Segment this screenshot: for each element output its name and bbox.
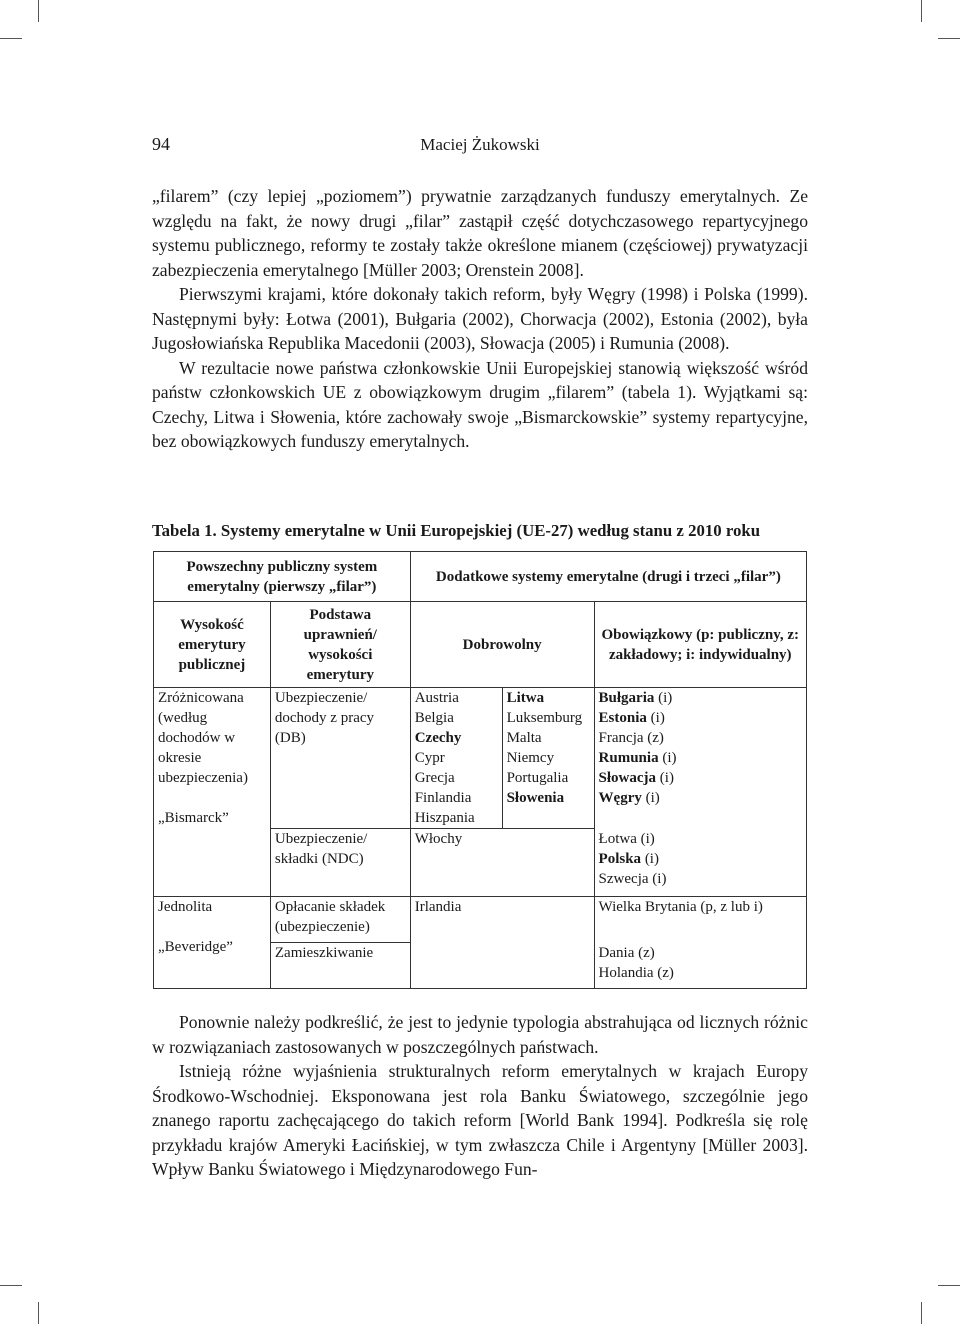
beveridge-level: Jednolita bbox=[158, 899, 213, 915]
paragraph: „filarem” (czy lepiej „poziomem”) prywatnie zarządzanych funduszy emerytalnych. Ze względu na fakt, że nowy drugi „filar” zastąpił część dotychczasowego repartycyjnego systemu publicznego, reformy te zostały także określone mianem (częściowej) prywatyzacji zabezpieczenia emerytalnego [Müller 2003; Orenstein 2008]. bbox=[152, 186, 808, 280]
db-basis: Ubezpieczenie/ dochody z pracy (DB) bbox=[270, 688, 410, 829]
beveridge-name: „Beveridge” bbox=[158, 939, 233, 955]
body-text-top bbox=[152, 184, 808, 454]
country: Litwa bbox=[506, 690, 545, 706]
group-first-pillar: Powszechny publiczny system emerytalny (pierwszy „filar”) bbox=[154, 552, 411, 602]
paragraph: W rezultacie nowe państwa członkowskie Unii Europejskiej stanowią większość wśród państw członkowskich UE z obowiązkowym drugim „filarem” (tabela 1). Wyjątkami są: Czechy, Litwa i Słowenia, które zachowały swoje „Bismarckowskie” systemy repartycyjne, bez obowiązkowych funduszy emerytalnych. bbox=[152, 357, 808, 451]
country: Estonia (i) bbox=[598, 710, 665, 726]
bismarck-level: Zróżnicowana (według dochodów w okresie ubezpieczenia) bbox=[158, 690, 248, 786]
country: Malta bbox=[506, 730, 542, 746]
country: Niemcy bbox=[506, 750, 555, 766]
bismarck-name: „Bismarck” bbox=[158, 810, 229, 826]
paragraph: Pierwszymi krajami, które dokonały takich reform, były Węgry (1998) i Polska (1999). Następnymi były: Łotwa (2001), Bułgaria (2002), Chorwacja (2002), Estonia (2002), była Jugosłowiańska Republika Macedonii (2003), Słowacja (2005) i Rumunia (2008). bbox=[152, 284, 808, 353]
country: Węgry (i) bbox=[598, 790, 660, 806]
crop-mark bbox=[921, 1302, 922, 1324]
crop-mark bbox=[38, 0, 39, 22]
country: Szwecja (i) bbox=[598, 870, 667, 887]
country: Dania (z) bbox=[598, 944, 655, 961]
resid-basis: Zamieszkiwanie bbox=[270, 943, 410, 989]
db-voluntary-b bbox=[502, 688, 594, 829]
crop-mark bbox=[38, 1302, 39, 1324]
crop-mark bbox=[0, 38, 22, 39]
country: Czechy bbox=[414, 730, 462, 746]
ndc-voluntary: Włochy bbox=[410, 829, 594, 897]
db-mandatory bbox=[594, 688, 806, 829]
page-number: 94 bbox=[152, 134, 170, 154]
paragraph: Ponownie należy podkreślić, że jest to jedynie typologia abstrahująca od licznych różnic w rozwiązaniach zastosowanych w poszczególnych państwach. bbox=[152, 1012, 808, 1057]
ndc-basis: Ubezpieczenie/ składki (NDC) bbox=[270, 829, 410, 897]
crop-mark bbox=[938, 38, 960, 39]
resid-mandatory bbox=[594, 943, 806, 989]
crop-mark bbox=[921, 0, 922, 22]
country: Luksemburg bbox=[506, 710, 583, 726]
country: Portugalia bbox=[506, 770, 569, 786]
group-additional-pillars: Dodatkowe systemy emerytalne (drugi i trzeci „filar”) bbox=[410, 552, 806, 602]
country: Łotwa (i) bbox=[598, 830, 655, 847]
resid-voluntary bbox=[410, 943, 594, 989]
ndc-mandatory bbox=[594, 829, 806, 897]
col-header-basis: Podstawa uprawnień/ wysokości emerytury bbox=[270, 602, 410, 688]
col-header-level: Wysokość emerytury publicznej bbox=[154, 602, 271, 688]
crop-mark bbox=[938, 1285, 960, 1286]
contrib-voluntary: Irlandia bbox=[410, 897, 594, 943]
body-text-bottom bbox=[152, 1010, 808, 1182]
db-voluntary-a bbox=[410, 688, 502, 829]
country: Grecja bbox=[414, 770, 455, 786]
country: Polska (i) bbox=[598, 850, 659, 867]
contrib-mandatory: Wielka Brytania (p, z lub i) bbox=[594, 897, 806, 943]
country: Austria bbox=[414, 690, 459, 706]
country: Słowenia bbox=[506, 790, 565, 806]
crop-mark bbox=[0, 1285, 22, 1286]
country: Holandia (z) bbox=[598, 964, 674, 981]
contrib-basis: Opłacanie składek (ubezpieczenie) bbox=[270, 897, 410, 943]
country: Rumunia (i) bbox=[598, 750, 677, 766]
country: Belgia bbox=[414, 710, 454, 726]
country: Francja (z) bbox=[598, 730, 664, 746]
country: Hiszpania bbox=[414, 810, 475, 826]
country: Bułgaria (i) bbox=[598, 690, 673, 706]
country: Słowacja (i) bbox=[598, 770, 674, 786]
paragraph: Istnieją różne wyjaśnienia strukturalnych reform emerytalnych w krajach Europy Środkowo-Wschodniej. Eksponowana jest rola Banku Światowego, szczególnie jego znanego raportu zachęcającego do takich reform [World Bank 1994]. Podkreśla się rolę przykładu krajów Ameryki Łacińskiej, w tym zwłaszcza Chile i Argentyny [Müller 2003]. Wpływ Banku Światowego i Międzynarodowego Fun- bbox=[152, 1061, 808, 1179]
country: Cypr bbox=[414, 750, 445, 766]
table-caption: Tabela 1. Systemy emerytalne w Unii Europejskiej (UE-27) według stanu z 2010 roku bbox=[152, 521, 761, 540]
pension-systems-table bbox=[153, 551, 807, 989]
col-header-mandatory: Obowiązkowy (p: publiczny, z: zakładowy; i: indywidualny) bbox=[594, 602, 806, 688]
country: Finlandia bbox=[414, 790, 472, 806]
running-header-author: Maciej Żukowski bbox=[420, 135, 540, 154]
col-header-voluntary: Dobrowolny bbox=[410, 602, 594, 688]
